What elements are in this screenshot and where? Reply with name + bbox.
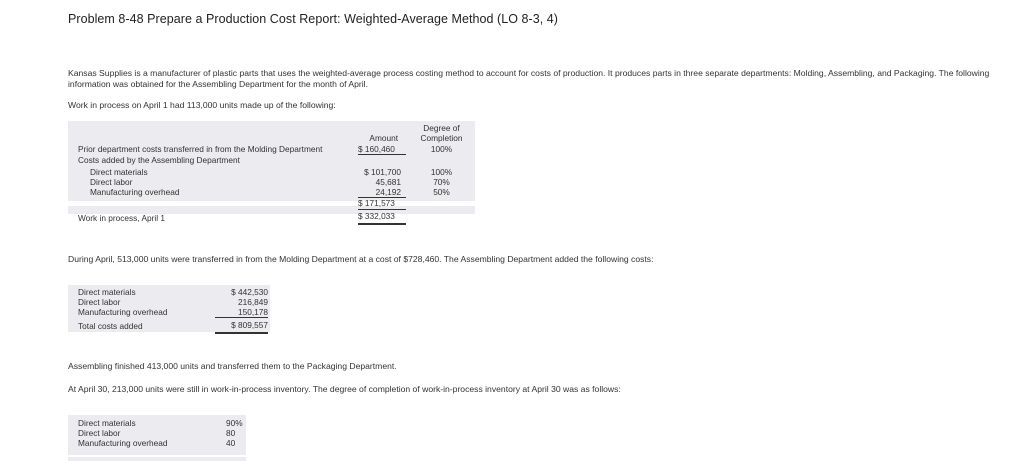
wip-row-label: Direct labor [90, 177, 133, 187]
prior-amount-underline [358, 154, 406, 155]
problem-title: Problem 8-48 Prepare a Production Cost Report: Weighted-Average Method (LO 8-3, 4) [68, 12, 558, 26]
wip-row-label: Manufacturing overhead [90, 187, 180, 197]
april-costs-sum-rule [215, 317, 268, 318]
finished-paragraph: Assembling finished 413,000 units and transferred them to the Packaging Department. [68, 361, 397, 371]
prior-costs-label: Prior department costs transferred in from the Molding Department [78, 144, 323, 154]
prior-costs-amount: $ 160,460 [358, 144, 395, 154]
completion-value: 90% [226, 418, 243, 428]
april-cost-value: 216,849 [238, 297, 268, 307]
completion-footer-band [68, 457, 246, 461]
wip-row-degree: 70% [433, 177, 450, 187]
april-cost-label: Manufacturing overhead [78, 307, 168, 317]
completion-label: Direct materials [78, 418, 136, 428]
intro-paragraph: Kansas Supplies is a manufacturer of plastic parts that uses the weighted-average process costing method to account for costs of production. It produces parts in three separate departments: Molding, Assembling, and Packaging. The following information was obtained for the Assembling Department for the month of April. [68, 68, 990, 89]
wip-table: Amount Degree of Completion Prior department costs transferred in from the Molding Department $ 160,460 100% Costs added by the Assembling Department Direct materials $ 101,700 100% Direct labor 45,681 70% Manufacturing overhead 24,192 50% $ 171,573 Work in process, April 1 $ 332,033 [68, 121, 475, 226]
april-cost-label: Direct labor [78, 297, 121, 307]
completion-label: Manufacturing overhead [78, 438, 168, 448]
april-cost-value: $ 442,530 [231, 287, 268, 297]
header-degree-line1: Degree of [423, 123, 460, 133]
wip-row-label: Direct materials [90, 167, 148, 177]
completion-label: Direct labor [78, 428, 121, 438]
wip-total-amount: $ 332,033 [358, 211, 395, 221]
april-costs-table [68, 285, 270, 337]
wip-intro-text: Work in process on April 1 had 113,000 units made up of the following: [68, 100, 336, 110]
wip-total-label: Work in process, April 1 [78, 213, 165, 223]
wip-row-degree: 50% [433, 187, 450, 197]
wip-row-amount: $ 101,700 [364, 167, 401, 177]
april-costs-total-label: Total costs added [78, 321, 143, 331]
costs-added-label: Costs added by the Assembling Department [78, 155, 240, 165]
wip-row-degree: 100% [430, 167, 453, 177]
subtotal-bottom-rule [358, 209, 406, 210]
wip-subtotal: $ 171,573 [358, 198, 395, 208]
completion-table [68, 415, 246, 461]
april-cost-label: Direct materials [78, 287, 136, 297]
header-degree-line2: Completion [420, 133, 463, 143]
april-cost-value: 150,178 [238, 307, 268, 317]
wip-row-amount: 45,681 [375, 177, 401, 187]
april-costs-total-value: $ 809,557 [231, 320, 268, 330]
april-costs-double-rule [215, 332, 268, 334]
wip-total-double-rule [358, 223, 406, 225]
completion-value: 80 [226, 428, 236, 438]
april30-paragraph: At April 30, 213,000 units were still in work-in-process inventory. The degree of completion of work-in-process inventory at April 30 was as follows: [68, 384, 621, 394]
wip-row-amount: 24,192 [375, 187, 401, 197]
prior-costs-degree: 100% [430, 144, 453, 154]
during-april-paragraph: During April, 513,000 units were transferred in from the Molding Department at a cost of $728,460. The Assembling Department added the following costs: [68, 254, 654, 264]
completion-value: 40 [226, 438, 236, 448]
